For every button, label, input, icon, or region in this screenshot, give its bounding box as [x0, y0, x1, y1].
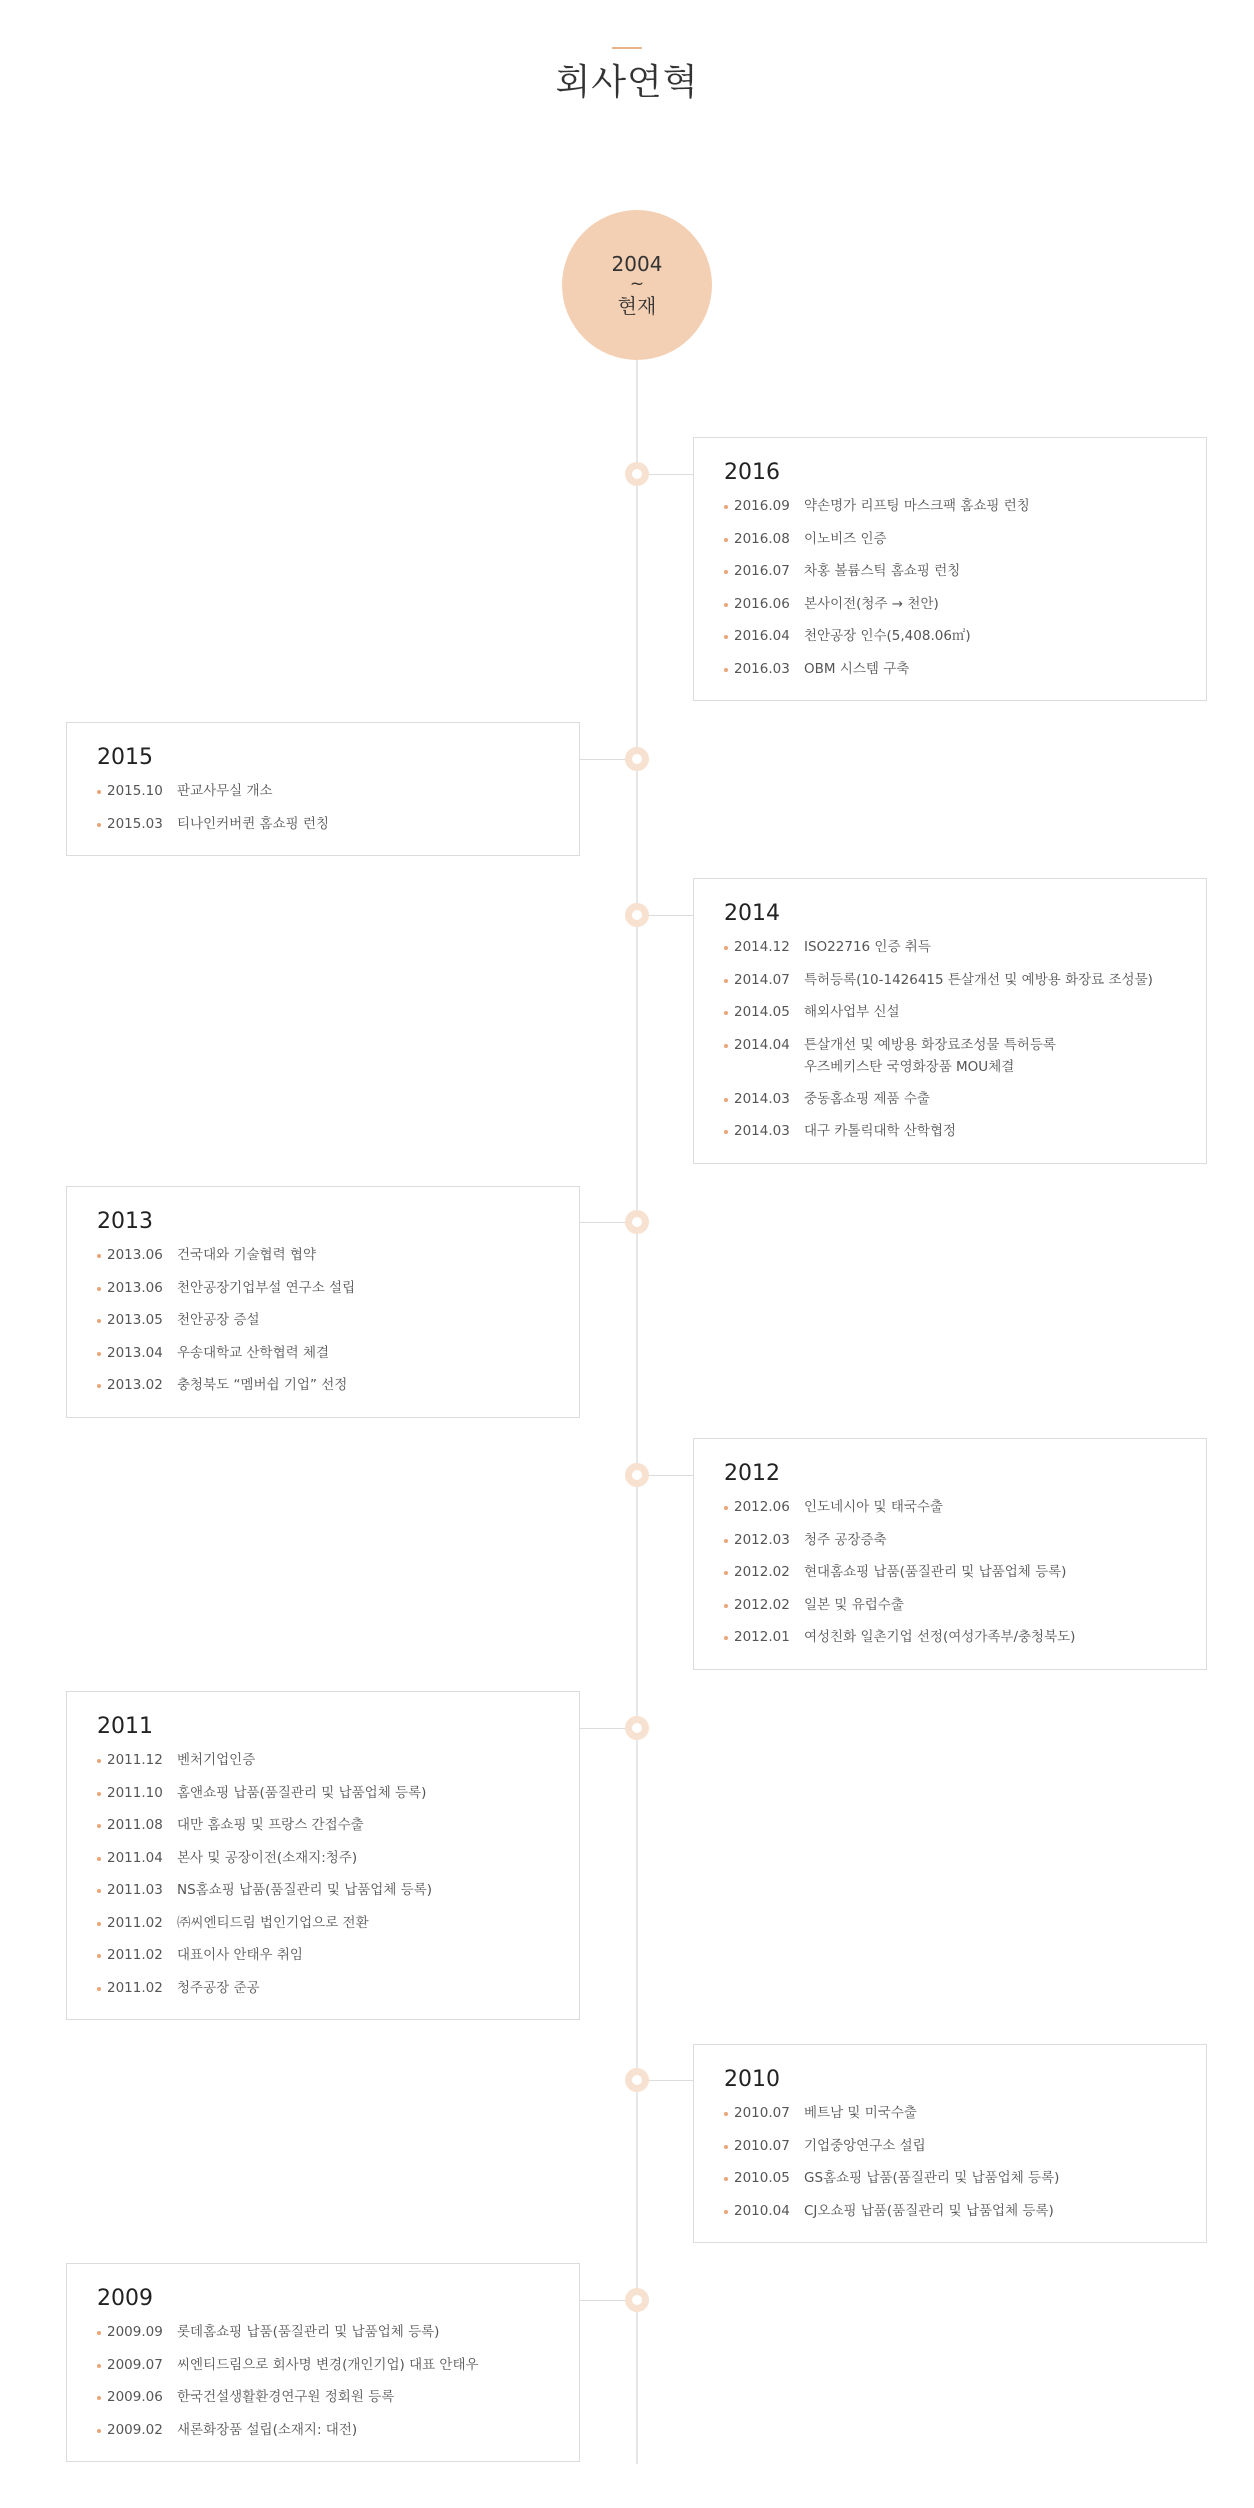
event-description: 천안공장 인수(5,408.06㎡) — [804, 628, 971, 644]
event-description: 대만 홈쇼핑 및 프랑스 간접수출 — [177, 1817, 364, 1833]
timeline-event — [97, 1374, 549, 1407]
timeline-event — [97, 1342, 549, 1375]
timeline-event — [97, 1782, 549, 1815]
era-start: 2004 — [611, 252, 663, 277]
timeline-card-2009 — [66, 2263, 580, 2462]
timeline-connector — [649, 915, 693, 916]
timeline-event — [724, 1496, 1176, 1529]
event-description: 현대홈쇼핑 납품(품질관리 및 납품업체 등록) — [804, 1564, 1067, 1580]
event-date: 2014.12 — [734, 939, 790, 955]
event-description: 새론화장품 설립(소재지: 대전) — [177, 2421, 358, 2438]
event-date: 2011.02 — [107, 1914, 163, 1931]
event-description: 본사이전(청주 → 천안) — [804, 595, 939, 612]
event-date: 2009.09 — [107, 2324, 163, 2340]
event-description: 벤처기업인증 — [177, 1752, 256, 1768]
event-description: 한국건설생활환경연구원 정회원 등록 — [177, 2389, 395, 2405]
event-date: 2011.10 — [107, 1784, 163, 1801]
event-date: 2013.06 — [107, 1279, 163, 1296]
timeline-line — [636, 360, 638, 2464]
event-date: 2011.02 — [107, 1979, 163, 1996]
event-date: 2015.03 — [107, 815, 163, 832]
event-date: 2016.08 — [734, 530, 790, 547]
event-date: 2014.07 — [734, 971, 790, 988]
timeline-event — [724, 1594, 1176, 1627]
timeline-card-2015 — [66, 722, 580, 856]
event-description: 일본 및 유럽수출 — [804, 1596, 904, 1613]
timeline-year: 2014 — [724, 901, 780, 926]
timeline-event — [724, 2200, 1176, 2233]
timeline-event-list — [97, 780, 549, 845]
timeline-year: 2010 — [724, 2067, 780, 2092]
era-tilde: ~ — [629, 274, 645, 295]
timeline-connector — [649, 1475, 693, 1476]
event-date: 2012.02 — [734, 1564, 790, 1580]
event-description: GS홈쇼핑 납품(품질관리 및 납품업체 등록) — [804, 2170, 1060, 2186]
timeline-event — [97, 2386, 549, 2419]
timeline-year: 2015 — [97, 745, 153, 770]
event-date: 2014.05 — [734, 1004, 790, 1020]
page-title: 회사연혁 — [555, 62, 699, 103]
timeline-dot-2016 — [625, 462, 649, 486]
event-description: 천안공장기업부설 연구소 설립 — [177, 1279, 356, 1296]
event-description: 청주 공장증축 — [804, 1531, 887, 1548]
event-date: 2013.06 — [107, 1247, 163, 1263]
event-date: 2016.04 — [734, 628, 790, 644]
timeline-year: 2009 — [97, 2286, 153, 2311]
timeline-event — [724, 1034, 1176, 1088]
event-description: 청주공장 준공 — [177, 1979, 260, 1996]
event-description: NS홈쇼핑 납품(품질관리 및 납품업체 등록) — [177, 1882, 433, 1898]
event-date: 2012.06 — [734, 1499, 790, 1515]
event-description: 천안공장 증설 — [177, 1312, 260, 1328]
timeline-year: 2012 — [724, 1461, 780, 1486]
timeline-connector — [580, 1728, 625, 1729]
timeline-event — [724, 1561, 1176, 1594]
event-description: 인도네시아 및 태국수출 — [804, 1499, 943, 1515]
event-date: 2009.07 — [107, 2356, 163, 2373]
timeline-event — [724, 1088, 1176, 1121]
event-date: 2012.02 — [734, 1596, 790, 1613]
event-description: 약손명가 리프팅 마스크팩 홈쇼핑 런칭 — [804, 498, 1030, 514]
timeline-event — [97, 1244, 549, 1277]
event-date: 2012.03 — [734, 1531, 790, 1548]
event-date: 2013.04 — [107, 1344, 163, 1361]
timeline-card-2012 — [693, 1438, 1207, 1670]
timeline-event — [97, 1814, 549, 1847]
timeline-event-list — [724, 936, 1176, 1153]
timeline-event — [724, 936, 1176, 969]
event-description: 본사 및 공장이전(소재지:청주) — [177, 1849, 358, 1866]
event-description: 롯데홈쇼핑 납품(품질관리 및 납품업체 등록) — [177, 2324, 440, 2340]
timeline-event — [724, 528, 1176, 561]
timeline-event — [724, 2135, 1176, 2168]
timeline-event-list — [724, 1496, 1176, 1659]
event-date: 2016.03 — [734, 660, 790, 677]
event-description: 차홍 볼륨스틱 홈쇼핑 런칭 — [804, 563, 961, 579]
timeline-year: 2011 — [97, 1714, 153, 1739]
timeline-event — [97, 1309, 549, 1342]
timeline-connector — [580, 1222, 625, 1223]
event-date: 2014.04 — [734, 1036, 790, 1053]
event-date: 2009.06 — [107, 2389, 163, 2405]
event-date: 2016.06 — [734, 595, 790, 612]
event-date: 2011.04 — [107, 1849, 163, 1866]
event-description: 중동홈쇼핑 제품 수출 — [804, 1090, 930, 1107]
timeline-event — [97, 780, 549, 813]
event-date: 2010.07 — [734, 2137, 790, 2154]
event-description: 티나인커버퀸 홈쇼핑 런칭 — [177, 815, 330, 832]
event-description: 이노비즈 인증 — [804, 530, 887, 547]
timeline-event — [97, 1749, 549, 1782]
event-description: 우송대학교 산학협력 체결 — [177, 1344, 330, 1361]
event-description: 대구 카톨릭대학 산학협정 — [804, 1123, 957, 1139]
event-date: 2010.04 — [734, 2202, 790, 2219]
event-date: 2012.01 — [734, 1629, 790, 1645]
timeline-event-list — [724, 2102, 1176, 2232]
timeline-event — [724, 593, 1176, 626]
event-date: 2009.02 — [107, 2421, 163, 2438]
event-description: 건국대와 기술협력 협약 — [177, 1247, 316, 1263]
timeline-event — [97, 2419, 549, 2452]
timeline-card-2010 — [693, 2044, 1207, 2243]
timeline-event — [97, 813, 549, 846]
timeline-connector — [580, 759, 625, 760]
event-date: 2010.07 — [734, 2105, 790, 2121]
event-date: 2014.03 — [734, 1090, 790, 1107]
timeline-event-list — [97, 1749, 549, 2009]
timeline-year: 2013 — [97, 1209, 153, 1234]
timeline-event — [724, 1120, 1176, 1153]
era-badge — [562, 210, 712, 360]
timeline-event — [97, 1944, 549, 1977]
event-date: 2011.12 — [107, 1752, 163, 1768]
timeline-event-list — [97, 1244, 549, 1407]
era-end: 현재 — [617, 293, 657, 318]
event-description: 판교사무실 개소 — [177, 783, 273, 799]
timeline-event — [97, 1847, 549, 1880]
event-description: 특허등록(10-1426415 튼살개선 및 예방용 화장료 조성물) — [804, 971, 1153, 988]
event-description: 튼살개선 및 예방용 화장료조성물 특허등록 우즈베키스탄 국영화장품 MOU체결 — [804, 1036, 1056, 1075]
event-date: 2015.10 — [107, 783, 163, 799]
event-description: CJ오쇼핑 납품(품질관리 및 납품업체 등록) — [804, 2202, 1054, 2219]
timeline-event — [97, 2354, 549, 2387]
timeline-dot-2009 — [625, 2288, 649, 2312]
event-date: 2013.05 — [107, 1312, 163, 1328]
event-date: 2011.02 — [107, 1947, 163, 1963]
timeline-event — [724, 969, 1176, 1002]
event-date: 2011.03 — [107, 1882, 163, 1898]
timeline-event — [724, 2102, 1176, 2135]
event-description: 여성친화 일촌기업 선정(여성가족부/충청북도) — [804, 1629, 1076, 1645]
event-description: OBM 시스템 구축 — [804, 660, 910, 677]
timeline-dot-2012 — [625, 1463, 649, 1487]
timeline-event — [724, 2167, 1176, 2200]
timeline-event — [724, 560, 1176, 593]
event-description: 베트남 및 미국수출 — [804, 2105, 917, 2121]
timeline-dot-2014 — [625, 903, 649, 927]
timeline-year: 2016 — [724, 460, 780, 485]
timeline-event — [724, 1626, 1176, 1659]
timeline-event — [97, 1879, 549, 1912]
event-description: 기업중앙연구소 설립 — [804, 2137, 926, 2154]
timeline-event-list — [724, 495, 1176, 690]
timeline-dot-2011 — [625, 1716, 649, 1740]
timeline-event — [724, 1001, 1176, 1034]
title-accent-bar — [612, 47, 642, 49]
timeline-dot-2010 — [625, 2068, 649, 2092]
timeline-event — [97, 1977, 549, 2010]
timeline-event-list — [97, 2321, 549, 2451]
event-description: 씨엔티드림으로 회사명 변경(개인기업) 대표 안태우 — [177, 2356, 479, 2373]
timeline-event — [97, 1912, 549, 1945]
event-date: 2016.09 — [734, 498, 790, 514]
timeline-dot-2015 — [625, 747, 649, 771]
timeline-dot-2013 — [625, 1210, 649, 1234]
event-description: ISO22716 인증 취득 — [804, 939, 931, 955]
timeline-card-2011 — [66, 1691, 580, 2020]
timeline-card-2013 — [66, 1186, 580, 1418]
event-date: 2014.03 — [734, 1123, 790, 1139]
event-description: ㈜씨엔티드림 법인기업으로 전환 — [177, 1914, 369, 1931]
timeline-connector — [649, 474, 693, 475]
event-date: 2016.07 — [734, 563, 790, 579]
event-description: 충청북도 “멤버쉽 기업” 선정 — [177, 1377, 348, 1393]
timeline-connector — [649, 2080, 693, 2081]
timeline-card-2014 — [693, 878, 1207, 1164]
timeline-event — [97, 1277, 549, 1310]
event-date: 2010.05 — [734, 2170, 790, 2186]
timeline-card-2016 — [693, 437, 1207, 701]
event-description: 대표이사 안태우 취임 — [177, 1947, 303, 1963]
timeline-event — [724, 1529, 1176, 1562]
event-description: 해외사업부 신설 — [804, 1004, 900, 1020]
timeline-event — [724, 658, 1176, 691]
timeline-event — [724, 625, 1176, 658]
event-description: 홈앤쇼핑 납품(품질관리 및 납품업체 등록) — [177, 1784, 427, 1801]
event-date: 2013.02 — [107, 1377, 163, 1393]
event-date: 2011.08 — [107, 1817, 163, 1833]
timeline-connector — [580, 2300, 625, 2301]
timeline-event — [724, 495, 1176, 528]
timeline-event — [97, 2321, 549, 2354]
